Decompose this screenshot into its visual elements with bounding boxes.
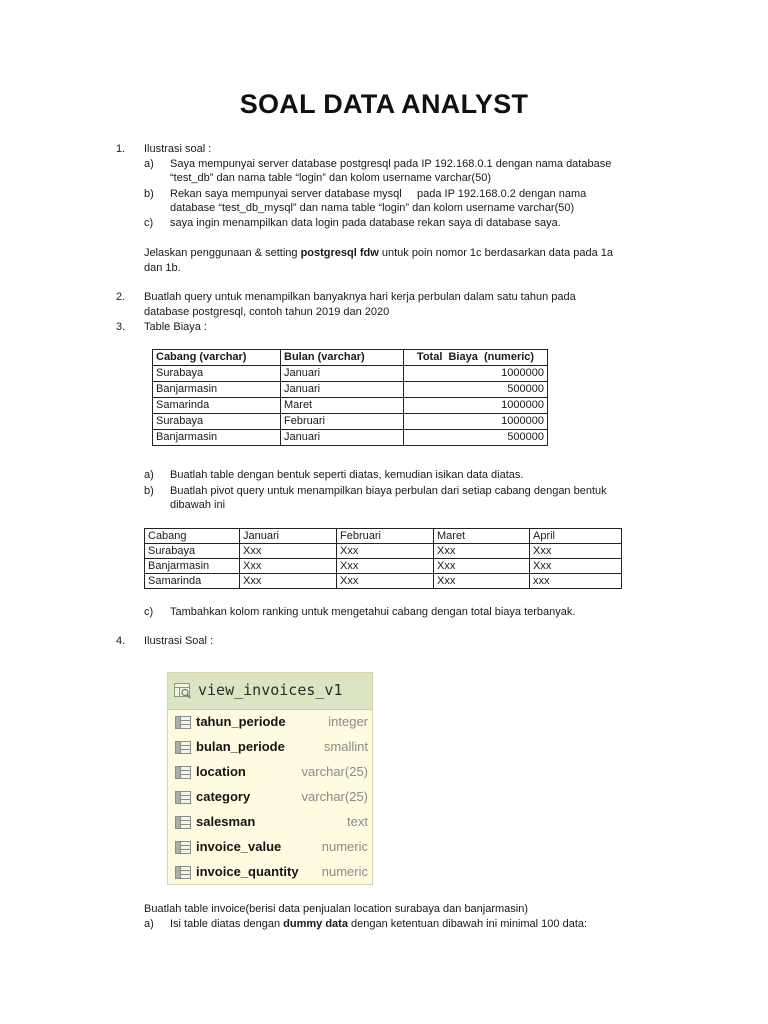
q1-explain-bold: postgresql fdw <box>300 247 379 259</box>
biaya-table <box>152 349 548 446</box>
column-name: location <box>196 764 246 779</box>
table-cell: Xxx <box>240 574 337 589</box>
table-cell: Xxx <box>337 574 434 589</box>
q1c-label: c) <box>144 217 154 229</box>
q1b-line2: database “test_db_mysql” dan nama table “login” dan kolom username varchar(50) <box>170 202 575 214</box>
table-header-cell: Total Biaya (numeric) <box>404 350 548 366</box>
table-cell: Januari <box>281 430 404 446</box>
q1b-line1: Rekan saya mempunyai server database mysql pada IP 192.168.0.2 dengan nama <box>170 188 587 200</box>
table-cell: Xxx <box>240 544 337 559</box>
q1-explain-line2: dan 1b. <box>144 262 181 274</box>
q1a-label: a) <box>144 158 154 170</box>
q3-number: 3. <box>116 321 126 333</box>
table-cell: Surabaya <box>153 414 281 430</box>
schema-column-row <box>168 785 374 810</box>
table-cell: Januari <box>281 366 404 382</box>
column-name: category <box>196 789 251 804</box>
table-cell: Banjarmasin <box>153 382 281 398</box>
table-cell: Xxx <box>434 559 530 574</box>
table-row <box>153 382 548 398</box>
table-cell: xxx <box>530 574 622 589</box>
schema-column-row <box>168 760 374 785</box>
schema-diagram <box>167 672 373 885</box>
table-cell: Xxx <box>337 544 434 559</box>
schema-column-row <box>168 710 374 735</box>
q1-number: 1. <box>116 143 126 155</box>
column-type: text <box>347 814 368 829</box>
table-header-cell: Maret <box>434 529 530 544</box>
table-cell: Surabaya <box>145 544 240 559</box>
schema-column-row <box>168 835 374 860</box>
column-icon <box>175 816 191 832</box>
q1-intro: Ilustrasi soal : <box>144 143 212 155</box>
page-title: SOAL DATA ANALYST <box>239 89 529 119</box>
q4a-pre: Isi table diatas dengan <box>170 918 284 930</box>
table-cell: Banjarmasin <box>153 430 281 446</box>
q2-line2: database postgresql, contoh tahun 2019 dan 2020 <box>144 306 390 318</box>
q3a-text: Buatlah table dengan bentuk seperti diatas, kemudian isikan data diatas. <box>170 469 524 481</box>
q3b-line1: Buatlah pivot query untuk menampilkan biaya perbulan dari setiap cabang dengan bentuk <box>170 485 607 497</box>
pivot-table <box>144 528 622 589</box>
column-name: invoice_quantity <box>196 864 299 879</box>
column-icon <box>175 841 191 857</box>
q4-number: 4. <box>116 635 126 647</box>
column-name: salesman <box>196 814 256 829</box>
table-header-cell: Februari <box>337 529 434 544</box>
q1a-line2: “test_db” dan nama table “login” dan kolom username varchar(50) <box>170 172 491 184</box>
column-name: invoice_value <box>196 839 282 854</box>
table-header-row <box>153 350 548 366</box>
q4-instruction: Buatlah table invoice(berisi data penjualan location surabaya dan banjarmasin) <box>144 903 529 915</box>
schema-column-row <box>168 735 374 760</box>
column-icon <box>175 766 191 782</box>
column-icon <box>175 866 191 882</box>
q2-number: 2. <box>116 291 126 303</box>
view-icon <box>174 683 192 702</box>
table-row <box>153 366 548 382</box>
q1-explain-post: untuk poin nomor 1c berdasarkan data pada 1a <box>378 247 614 259</box>
q2-line1: Buatlah query untuk menampilkan banyaknya hari kerja perbulan dalam satu tahun pada <box>144 291 576 303</box>
table-cell: Xxx <box>530 544 622 559</box>
table-row <box>153 414 548 430</box>
table-cell: Xxx <box>530 559 622 574</box>
q4a-text <box>170 917 587 931</box>
q4-intro: Ilustrasi Soal : <box>144 635 214 647</box>
q3b-line2: dibawah ini <box>170 499 226 511</box>
column-type: varchar(25) <box>301 764 368 779</box>
table-cell: Maret <box>281 398 404 414</box>
table-header-cell: Bulan (varchar) <box>281 350 404 366</box>
table-cell: 500000 <box>404 430 548 446</box>
column-icon <box>175 741 191 757</box>
table-cell: Januari <box>281 382 404 398</box>
table-cell: Xxx <box>434 544 530 559</box>
table-cell: Banjarmasin <box>145 559 240 574</box>
table-row <box>153 430 548 446</box>
table-cell: 500000 <box>404 382 548 398</box>
table-cell: Xxx <box>240 559 337 574</box>
schema-header <box>168 673 372 710</box>
column-type: varchar(25) <box>301 789 368 804</box>
column-name: tahun_periode <box>196 714 286 729</box>
schema-column-row <box>168 810 374 835</box>
q1a-line1: Saya mempunyai server database postgresql pada IP 192.168.0.1 dengan nama database <box>170 158 612 170</box>
column-icon <box>175 791 191 807</box>
column-icon <box>175 716 191 732</box>
q4a-bold: dummy data <box>283 918 348 930</box>
column-name: bulan_periode <box>196 739 285 754</box>
q1-explain-pre: Jelaskan penggunaan & setting <box>144 247 301 259</box>
column-type: integer <box>328 714 368 729</box>
q4a-post: dengan ketentuan dibawah ini minimal 100 data: <box>347 918 588 930</box>
table-row <box>153 398 548 414</box>
q3b-label: b) <box>144 485 154 497</box>
q3a-label: a) <box>144 469 154 481</box>
table-row <box>145 544 622 559</box>
table-cell: Samarinda <box>145 574 240 589</box>
q4a-label: a) <box>144 918 154 930</box>
table-header-cell: Cabang (varchar) <box>153 350 281 366</box>
q3c-text: Tambahkan kolom ranking untuk mengetahui cabang dengan total biaya terbanyak. <box>170 606 576 618</box>
column-type: numeric <box>321 839 368 854</box>
column-type: smallint <box>323 739 368 754</box>
schema-view-name: view_invoices_v1 <box>198 681 343 699</box>
table-row <box>145 574 622 589</box>
table-header-cell: April <box>530 529 622 544</box>
table-cell: 1000000 <box>404 398 548 414</box>
table-row <box>145 559 622 574</box>
q1c-line1: saya ingin menampilkan data login pada database rekan saya di database saya. <box>170 217 561 229</box>
q1-explain-line1 <box>144 246 613 260</box>
table-header-cell: Januari <box>240 529 337 544</box>
table-cell: Februari <box>281 414 404 430</box>
table-header-row <box>145 529 622 544</box>
q3c-label: c) <box>144 606 154 618</box>
table-cell: 1000000 <box>404 366 548 382</box>
column-type: numeric <box>321 864 368 879</box>
q1b-label: b) <box>144 188 154 200</box>
q3-intro: Table Biaya : <box>144 321 207 333</box>
table-cell: 1000000 <box>404 414 548 430</box>
table-cell: Xxx <box>434 574 530 589</box>
schema-column-row <box>168 860 374 885</box>
table-cell: Xxx <box>337 559 434 574</box>
table-cell: Surabaya <box>153 366 281 382</box>
table-header-cell: Cabang <box>145 529 240 544</box>
table-cell: Samarinda <box>153 398 281 414</box>
